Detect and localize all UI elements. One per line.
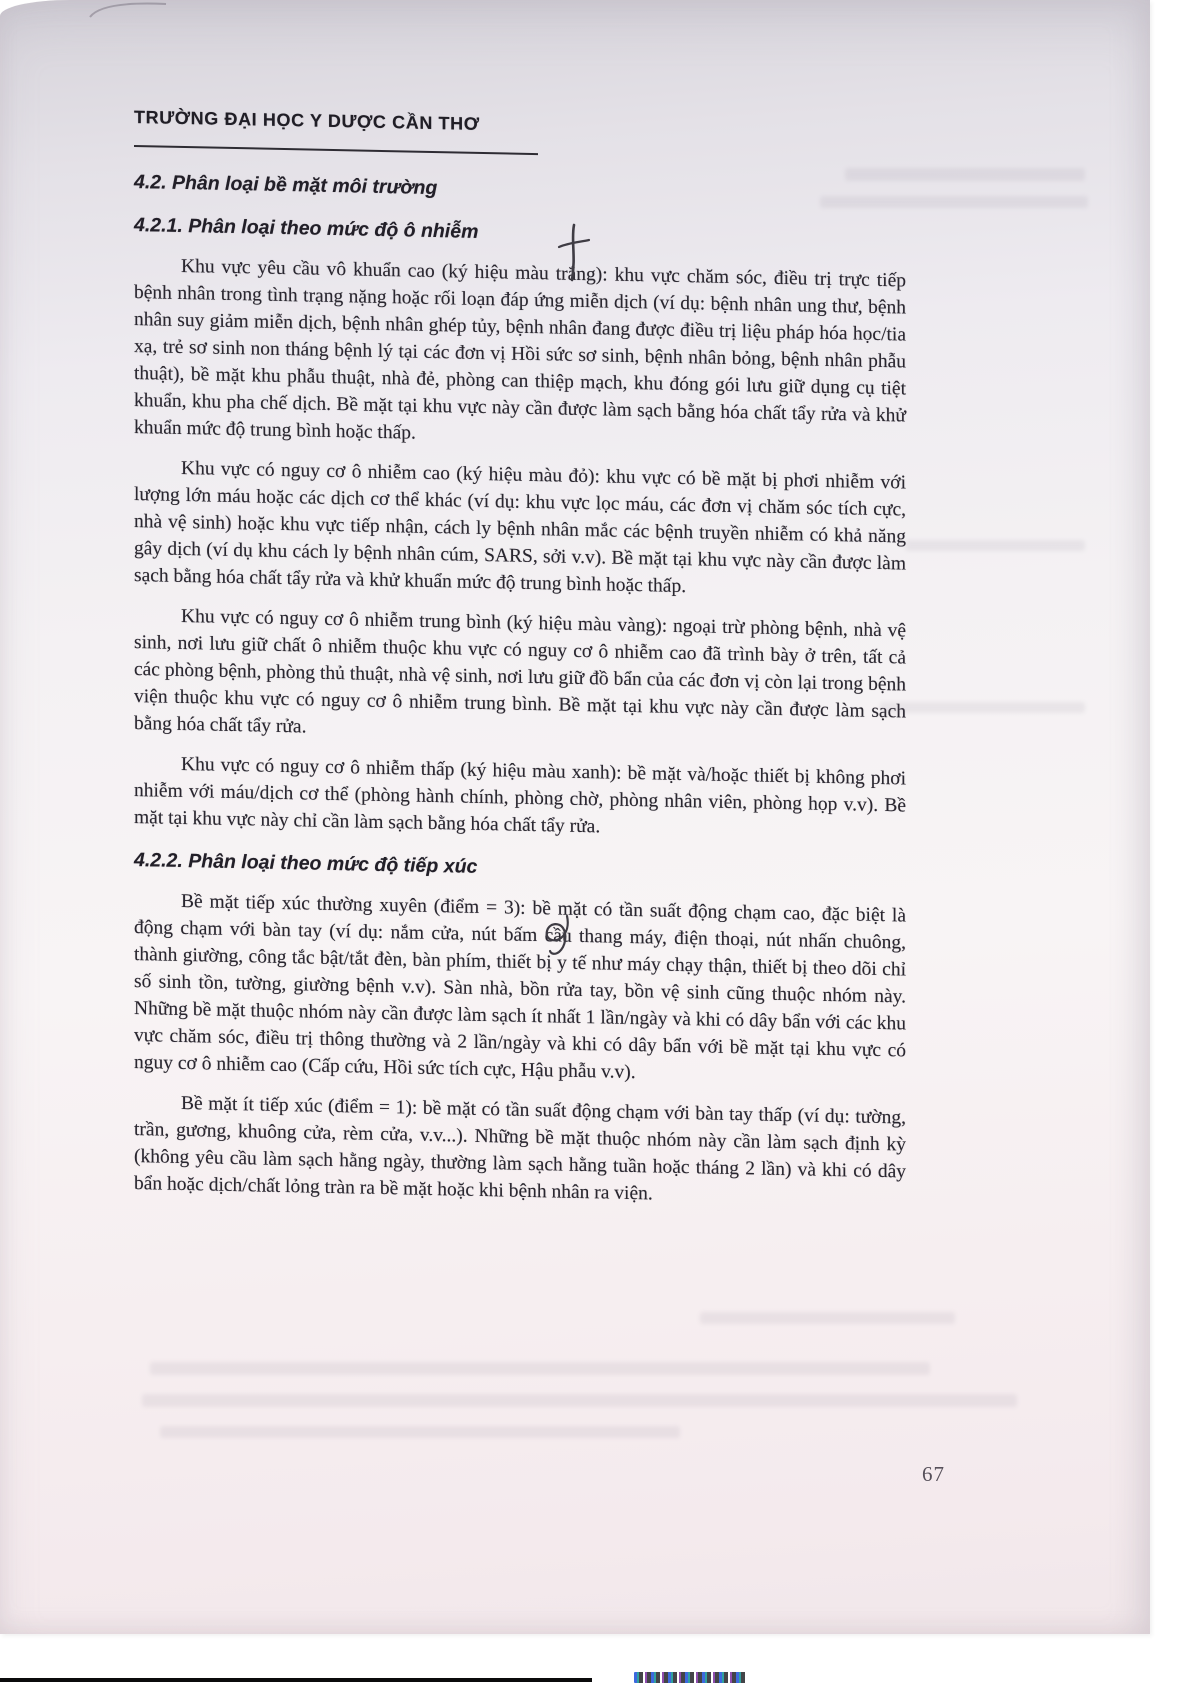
bleed-through-ghost [142, 1394, 1017, 1407]
pen-script-doodle-icon [536, 912, 584, 962]
paragraph-medium-risk-area: Khu vực có nguy cơ ô nhiễm trung bình (ký hiệu màu vàng): ngoại trừ phòng bệnh, nhà vệ sinh, nơi lưu giữ chất ô nhiễm thuộc khu vực có nguy cơ ô nhiễm cao đã trình bày ở trên, tất cả các phòng bệnh, phòng thủ thuật, nhà vệ sinh, nơi lưu giữ đồ bẩn của các đơn vị còn lại trong bệnh viện thuộc khu vực có nguy cơ ô nhiễm trung bình. Bề mặt tại khu vực này cần được làm sạch bằng hóa chất tẩy rửa. [134, 605, 906, 738]
page-content [134, 104, 906, 1212]
pen-cross-mark-icon [552, 222, 596, 284]
bleed-through-ghost [880, 702, 1085, 713]
paragraph-low-contact: Bề mặt ít tiếp xúc (điểm = 1): bề mặt có tần suất động chạm với bàn tay thấp (ví dụ: tường, trần, gương, khuông cửa, rèm cửa, v.v...). Những bề mặt thuộc nhóm này cần làm sạch định kỳ (không yêu cầu làm sạch hằng ngày, thường làm sạch hằng tuần hoặc tháng 2 lần) và khi có dây bẩn hoặc dịch/chất lỏng tràn ra bề mặt hoặc khi bệnh nhân ra viện. [134, 1092, 906, 1205]
bleed-through-ghost [820, 196, 1088, 208]
bleed-through-ghost [160, 1426, 680, 1438]
paragraph-sterile-area: Khu vực yêu cầu vô khuẩn cao (ký hiệu màu trắng): khu vực chăm sóc, điều trị trực tiếp bệnh nhân trong tình trạng nặng hoặc rối loạn đáp ứng miễn dịch (ví dụ: bệnh nhân ung thư, bệnh nhân suy giảm miễn dịch, bệnh nhân ghép tủy, bệnh nhân đang được điều trị liệu pháp hóa học/tia xạ, trẻ sơ sinh non tháng bệnh lý tại các đơn vị Hồi sức sơ sinh, bệnh nhân bỏng, bệnh nhân phẫu thuật), bề mặt khu phẫu thuật, nhà đẻ, phòng can thiệp mạch, khu đóng gói lưu giữ dụng cụ tiệt khuẩn, khu pha chế dịch. Bề mặt tại khu vực này cần được làm sạch bằng hóa chất tẩy rửa và khử khuẩn mức độ trung bình hoặc thấp. [134, 255, 906, 444]
paragraph-low-risk-area: Khu vực có nguy cơ ô nhiễm thấp (ký hiệu màu xanh): bề mặt và/hoặc thiết bị không phơi nhiễm với máu/dịch cơ thể (phòng hành chính, phòng chờ, phòng nhân viên, phòng họp v.v). Bề mặt tại khu vực này chỉ cần làm sạch bằng hóa chất tẩy rửa. [134, 753, 906, 838]
section-heading-4-2: 4.2. Phân loại bề mặt môi trường [134, 171, 438, 200]
section-heading-4-2-1: 4.2.1. Phân loại theo mức độ ô nhiễm [134, 214, 479, 243]
page-number: 67 [922, 1462, 945, 1486]
bleed-through-ghost [845, 168, 1085, 181]
section-heading-4-2-2: 4.2.2. Phân loại theo mức độ tiếp xúc [134, 849, 478, 878]
scan-black-bar [0, 1678, 592, 1682]
bleed-through-ghost [905, 540, 1085, 551]
bleed-through-ghost [700, 1312, 955, 1324]
university-header: TRƯỜNG ĐẠI HỌC Y DƯỢC CẦN THƠ [134, 104, 538, 155]
paragraph-high-risk-area: Khu vực có nguy cơ ô nhiễm cao (ký hiệu màu đỏ): khu vực có bề mặt bị phơi nhiễm với lượng lớn máu hoặc các dịch cơ thể khác (ví dụ: khu vực lọc máu, các đơn vị chăm sóc tích cực, nhà vệ sinh) hoặc khu vực tiếp nhận, cách ly bệnh nhân mắc các bệnh truyền nhiễm có khả năng gây dịch (ví dụ khu cách ly bệnh nhân cúm, SARS, sởi v.v). Bề mặt tại khu vực này cần được làm sạch bằng hóa chất tẩy rửa và khử khuẩn mức độ trung bình hoặc thấp. [134, 457, 906, 598]
paragraph-frequent-contact: Bề mặt tiếp xúc thường xuyên (điểm = 3): bề mặt có tần suất động chạm cao, đặc biệt là động chạm với bàn tay (ví dụ: nắm cửa, nút bấm cầu thang máy, điện thoại, nút nhấn chuông, thành giường, công tắc bật/tắt đèn, bàn phím, thiết bị y tế như máy chạy thận, thiết bị theo dõi chỉ số sinh tồn, tường, giường bệnh v.v). Sàn nhà, bồn rửa tay, bồn vệ sinh cũng thuộc nhóm này. Những bề mặt thuộc nhóm này cần được làm sạch ít nhất 1 lần/ngày và khi có dây bẩn với các khu vực chăm sóc, điều trị thông thường và 2 lần/ngày và khi có dây bẩn với bề mặt tại khu vực có nguy cơ ô nhiễm cao (Cấp cứu, Hồi sức tích cực, Hậu phẫu v.v). [134, 890, 906, 1084]
bleed-through-ghost [150, 1362, 930, 1375]
print-color-fragment [634, 1672, 746, 1683]
page-corner-curve [86, 0, 170, 19]
